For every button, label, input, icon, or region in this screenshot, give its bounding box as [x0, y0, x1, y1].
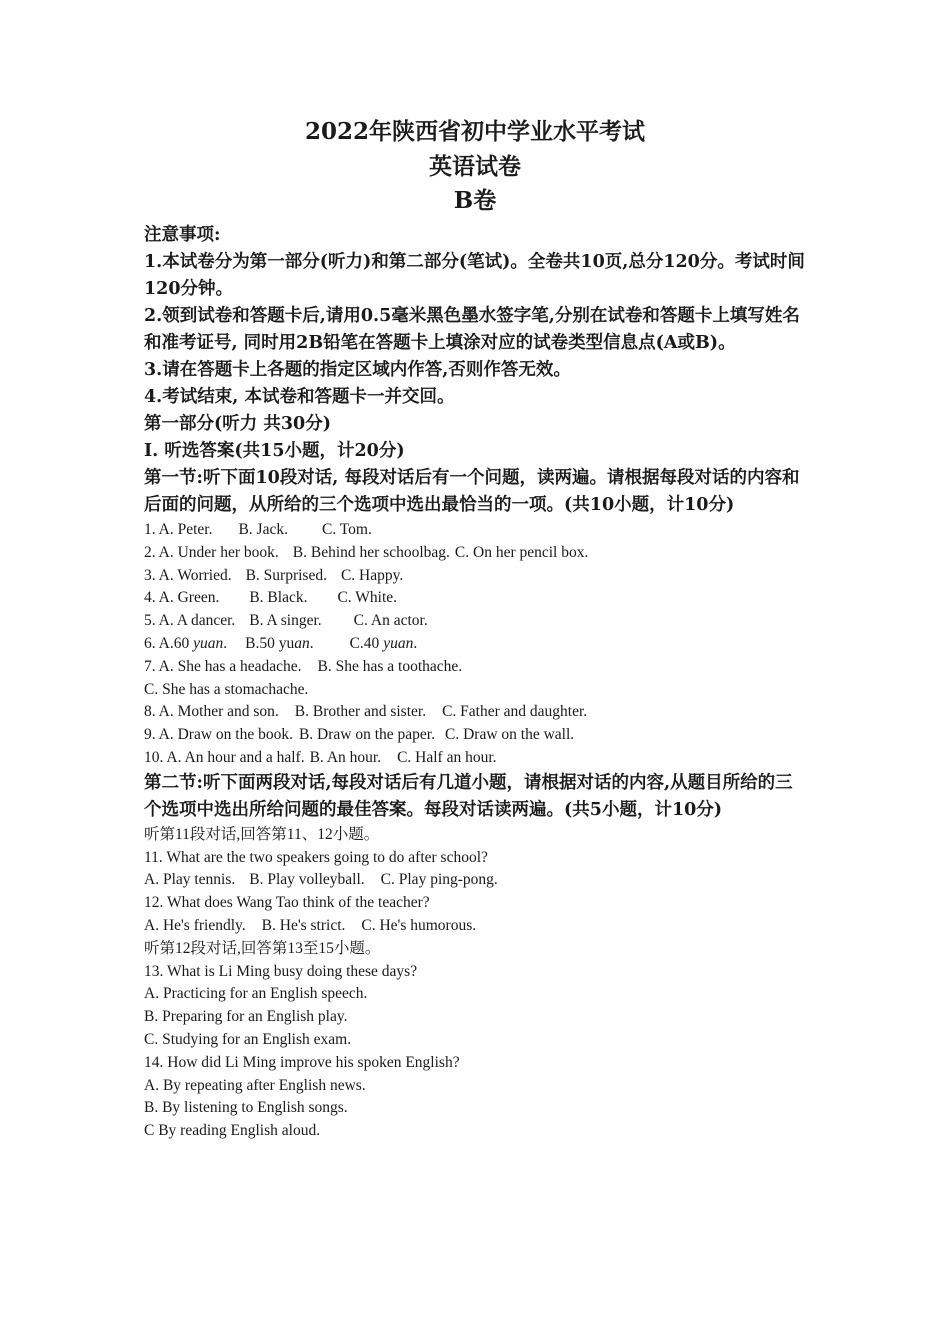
question-9 [144, 724, 806, 747]
option-c: C By reading English aloud. [144, 1122, 321, 1140]
title-block [0, 114, 950, 218]
notice-item: 3.请在答题卡上各题的指定区域内作答,否则作答无效。 [144, 360, 571, 380]
option-c: C. An actor. [353, 612, 428, 630]
conversation-intro: 听第12段对话,回答第13至15小题。 [144, 939, 381, 957]
option-b: B. A singer. [249, 612, 322, 630]
option-a: A. Worried. [158, 566, 232, 584]
exam-subtitle: 英语试卷 [429, 153, 521, 180]
question-3 [144, 565, 806, 588]
option-b: B. She has a toothache. [317, 657, 463, 675]
option-a: A. Under her book. [158, 543, 279, 561]
question-number: 4. [144, 589, 159, 607]
option-c: C. He's humorous. [361, 916, 477, 934]
section1-instructions: 第一节:听下面10段对话, 每段对话后有一个问题，读两遍。请根据每段对话的内容和后面的问题，从所给的三个选项中选出最恰当的一项。(共10小题，计10分) [144, 468, 800, 515]
option-a: A. By repeating after English news. [144, 1076, 366, 1094]
option-a: A.60 [158, 634, 194, 652]
option-b: B. Jack. [238, 521, 288, 538]
question-number: 8. [144, 703, 159, 721]
option-b: B. Play volleyball. [249, 871, 365, 889]
option-c: C. Studying for an English exam. [144, 1030, 352, 1048]
option-c: C. Father and daughter. [442, 703, 588, 721]
option-c: C. Draw on the wall. [445, 726, 575, 744]
option-b: B. An hour. [309, 748, 382, 766]
option-b: B. Surprised. [245, 566, 327, 584]
option-c: C. Happy. [340, 566, 404, 584]
option-a: A. An hour and a half. [166, 748, 305, 766]
question-12-options [144, 915, 806, 938]
question-number: 9. [144, 726, 159, 744]
conversation-intro: 听第11段对话,回答第11、12小题。 [144, 825, 380, 843]
part1-title: 第一部分(听力 共30分) [144, 414, 332, 434]
option-c: C. Tom. [321, 521, 372, 538]
option-c: C. Play ping-pong. [380, 871, 498, 889]
question-number: 6. [144, 634, 159, 652]
option-a: A. Play tennis. [144, 871, 236, 889]
question-stem: 13. What is Li Ming busy doing these days? [144, 962, 418, 980]
question-2 [144, 542, 806, 565]
question-1 [144, 519, 806, 542]
question-number: 1. [144, 521, 159, 538]
question-number: 5. [144, 612, 159, 630]
question-number: 7. [144, 657, 159, 675]
question-stem: 12. What does Wang Tao think of the teacher? [144, 894, 430, 912]
question-6: 6. A.60 yuan. B.50 yuan. C.40 yuan. [144, 634, 418, 652]
option-b: B. Brother and sister. [294, 703, 427, 721]
option-a: A. Practicing for an English speech. [144, 985, 368, 1003]
option-a: A. Draw on the book. [158, 726, 293, 744]
option-b: B. He's strict. [261, 916, 346, 934]
option-a: A. Mother and son. [158, 703, 279, 721]
section-title: I. 听选答案(共15小题，计20分) [144, 441, 405, 461]
question-number: 2. [144, 543, 159, 561]
option-b: B. Draw on the paper. [298, 726, 435, 744]
currency-unit: yuan [193, 634, 224, 652]
question-5 [144, 610, 806, 633]
option-b: B. By listening to English songs. [144, 1099, 348, 1117]
option-c: C. On her pencil box. [454, 543, 589, 561]
question-stem: 11. What are the two speakers going to do after school? [144, 848, 488, 866]
option-b: B.50 yu [245, 634, 295, 652]
option-c: C. She has a stomachache. [144, 680, 309, 698]
section2-instructions: 第二节:听下面两段对话,每段对话后有几道小题，请根据对话的内容,从题目所给的三个选项中选出所给问题的最佳答案。每段对话读两遍。(共5小题，计10分) [144, 772, 793, 820]
notice-item: 2.领到试卷和答题卡后,请用0.5毫米黑色墨水签字笔,分别在试卷和答题卡上填写姓名和准考证号, 同时用2B铅笔在答题卡上填涂对应的试卷类型信息点(A或B)。 [144, 306, 800, 353]
question-10 [144, 747, 806, 770]
paper-type: B卷 [453, 187, 497, 214]
notice-item: 1.本试卷分为第一部分(听力)和第二部分(笔试)。全卷共10页,总分120分。考试时间120分钟。 [144, 252, 805, 299]
notice-heading: 注意事项: [144, 225, 221, 245]
option-a: A. Peter. [158, 521, 213, 538]
option-a: A. Green. [158, 589, 220, 607]
option-a: A. He's friendly. [144, 916, 246, 934]
option-b: B. Black. [249, 589, 308, 607]
option-a: A. She has a headache. [158, 657, 302, 675]
question-11-options [144, 869, 806, 892]
option-c: C.40 [349, 634, 384, 652]
notice-item: 4.考试结束, 本试卷和答题卡一并交回。 [144, 387, 455, 407]
option-b: B. Behind her schoolbag. [292, 543, 450, 561]
question-4 [144, 587, 806, 610]
question-number: 10. [144, 748, 167, 766]
option-a: A. A dancer. [158, 612, 236, 630]
currency-unit: yuan [383, 634, 414, 652]
exam-content [144, 222, 806, 1143]
exam-title: 2022年陕西省初中学业水平考试 [304, 118, 645, 145]
option-b: B. Preparing for an English play. [144, 1008, 348, 1026]
question-number: 3. [144, 566, 159, 584]
currency-unit: an [294, 634, 310, 652]
option-c: C. Half an hour. [397, 748, 497, 766]
option-c: C. White. [337, 589, 398, 607]
question-stem: 14. How did Li Ming improve his spoken English? [144, 1053, 460, 1071]
question-7 [144, 656, 806, 679]
question-8 [144, 701, 806, 724]
